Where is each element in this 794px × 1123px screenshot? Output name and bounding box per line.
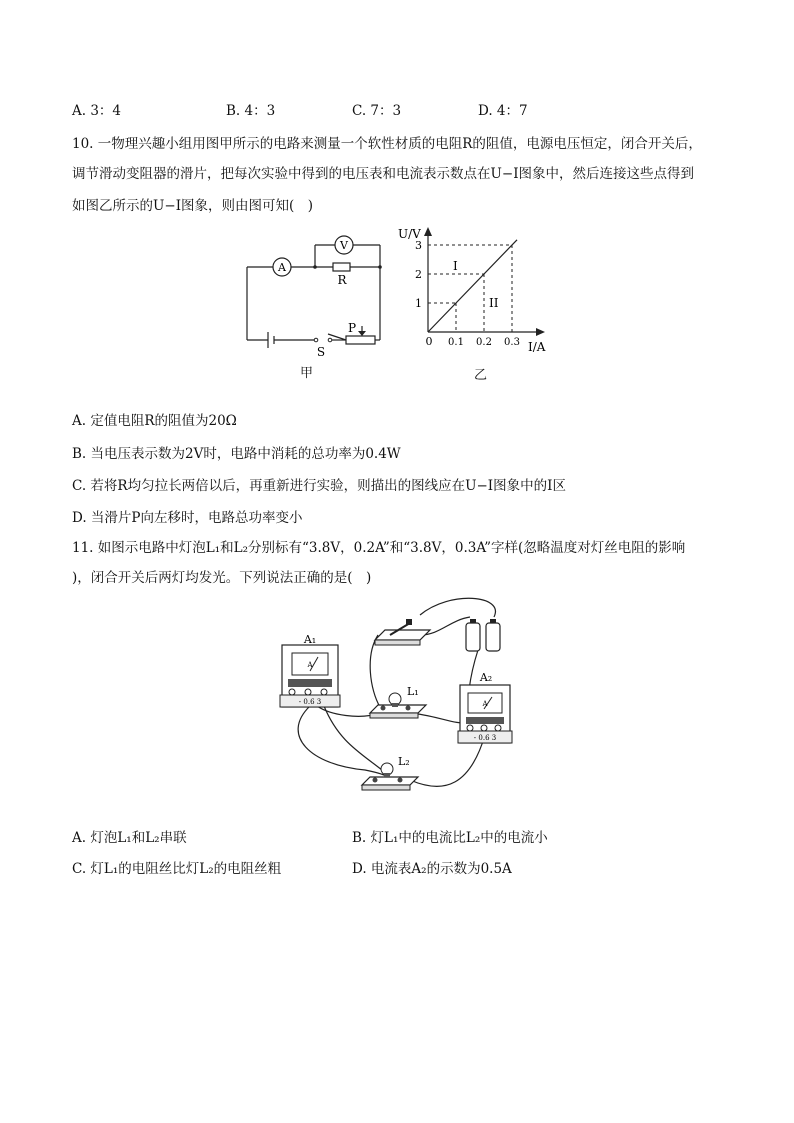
battery-icon [466, 619, 500, 651]
q10-option-c: C. 若将R均匀拉长两倍以后，再重新进行实验，则描出的图线应在U−I图象中的I区 [72, 478, 566, 494]
a1-label: A₁ [303, 633, 317, 646]
figure-jia-caption: 甲 [300, 366, 314, 381]
y-tick-label-3: 3 [415, 239, 422, 252]
ammeter-label: A [278, 261, 286, 274]
x-tick-label-1: 0.1 [448, 337, 464, 348]
q9-option-c: C. 7：3 [352, 103, 402, 119]
q10-option-a: A. 定值电阻R的阻值为20Ω [72, 413, 237, 429]
q10-ui-graph [390, 222, 560, 360]
q10-stem-line-1: 10. 一物理兴趣小组用图甲所示的电路来测量一个软性材质的电阻R的阻值，电源电压恒定，闭合开关后， [72, 136, 702, 152]
a2-terminals-label: - 0.6 3 [473, 734, 497, 742]
q9-option-d: D. 4：7 [478, 103, 528, 119]
y-tick-label-1: 1 [415, 297, 422, 310]
q11-option-a: A. 灯泡L₁和L₂串联 [72, 830, 187, 846]
slider-label: P [347, 321, 357, 335]
region-1-label: I [453, 259, 458, 273]
q11-option-b: B. 灯L₁中的电流比L₂中的电流小 [352, 830, 548, 846]
x-axis-arrow-icon [536, 328, 545, 336]
q10-option-b: B. 当电压表示数为2V时，电路中消耗的总功率为0.4W [72, 446, 401, 462]
a2-meter-glyph: A [482, 700, 488, 708]
q9-option-a: A. 3：4 [72, 103, 122, 119]
figure-yi-caption: 乙 [474, 368, 488, 383]
region-2-label: II [489, 296, 499, 310]
x-axis-label: I/A [528, 340, 546, 354]
x-tick-label-2: 0.2 [476, 337, 492, 348]
switch-label: S [316, 345, 326, 359]
q11-stem-line-1: 11. 如图示电路中灯泡L₁和L₂分别标有“3.8V，0.2A”和“3.8V，0.3A”字样(忽略温度对灯丝电阻的影响 [72, 540, 686, 556]
q10-stem-line-3: 如图乙所示的U−I图象，则由图可知( ) [72, 198, 314, 214]
origin-label: 0 [425, 335, 433, 348]
series-line [428, 240, 517, 332]
rheostat-icon [346, 336, 375, 344]
resistor-label: R [337, 273, 347, 287]
a1-terminals-label: - 0.6 3 [298, 698, 322, 706]
a2-label: A₂ [479, 671, 493, 684]
l2-label: L₂ [398, 755, 410, 768]
q11-stem-line-2: )，闭合开关后两灯均发光。下列说法正确的是( ) [72, 570, 372, 586]
resistor-icon [333, 263, 350, 271]
knife-switch-icon [375, 619, 430, 645]
q9-option-b: B. 4：3 [226, 103, 276, 119]
slider-arrow-icon [358, 331, 366, 336]
x-tick-label-3: 0.3 [504, 337, 520, 348]
y-axis-label: U/V [398, 227, 421, 241]
a1-meter-glyph: A [307, 661, 313, 669]
y-tick-label-2: 2 [415, 268, 422, 281]
y-axis-arrow-icon [424, 227, 432, 236]
q10-option-d: D. 当滑片P向左移时，电路总功率变小 [72, 510, 303, 526]
q10-stem-line-2: 调节滑动变阻器的滑片，把每次实验中得到的电压表和电流表示数点在U−I图象中，然后连接这些点得到 [72, 166, 695, 182]
voltmeter-label: V [340, 239, 348, 252]
q11-option-c: C. 灯L₁的电阻丝比灯L₂的电阻丝粗 [72, 861, 282, 877]
q11-physical-circuit [270, 595, 530, 805]
q11-option-d: D. 电流表A₂的示数为0.5A [352, 861, 512, 877]
q10-circuit-diagram [238, 230, 388, 375]
l1-label: L₁ [407, 685, 419, 698]
